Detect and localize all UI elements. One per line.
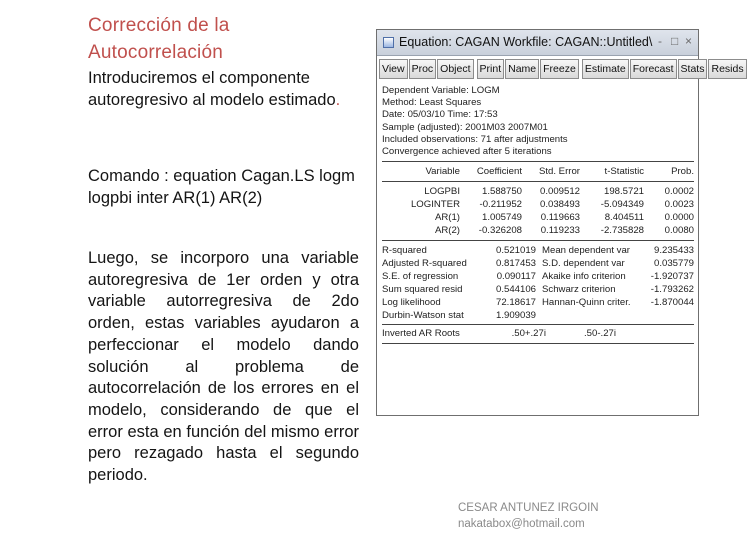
forecast-button[interactable]: Forecast <box>630 59 677 79</box>
table-row <box>382 244 694 257</box>
divider <box>382 324 694 325</box>
stats-button[interactable]: Stats <box>678 59 708 79</box>
output-header-line: Dependent Variable: LOGM <box>382 85 500 96</box>
output-header-line: Included observations: 71 after adjustments <box>382 133 568 145</box>
coefficient-value: -0.326208 <box>478 225 522 237</box>
equation-window-icon <box>383 37 394 48</box>
footer-author: CESAR ANTUNEZ IRGOIN <box>458 502 599 514</box>
coefficient-value: 1.005749 <box>481 212 522 224</box>
coefficient-header-row <box>382 165 694 178</box>
t-statistic-value: 8.404511 <box>604 212 644 224</box>
window-toolbar <box>379 59 748 79</box>
stat-label <box>536 309 648 322</box>
stat-value: 1.909039 <box>495 310 536 322</box>
output-header-line: Date: 05/03/10 Time: 17:53 <box>382 109 498 121</box>
std-error-value: 0.009512 <box>539 186 580 198</box>
divider <box>382 181 694 182</box>
coefficient-table <box>382 165 694 178</box>
divider <box>382 343 694 344</box>
summary-stats-table <box>382 244 694 322</box>
stat-value: 0.817453 <box>495 258 536 270</box>
stat-label: Adjusted R-squared <box>382 258 467 270</box>
close-icon[interactable]: × <box>685 34 693 48</box>
explanation-paragraph: Luego, se incorporo una variable autoregresiva de 1er orden y otra variable autorregresiva de 2do orden, estas variables ayudaron a perfeccionar el modelo dando solución al problema de autocorrelación de los errores en el modelo, considerando de que el error esta en función del mismo error pero rezagado hasta el segundo periodo. <box>88 249 359 485</box>
prob-value: 0.0000 <box>664 212 694 224</box>
window-title: Equation: CAGAN Workfile: CAGAN::Untitled\ <box>399 35 653 49</box>
output-header-line: Sample (adjusted): 2001M03 2007M01 <box>382 121 548 133</box>
eviews-equation-window <box>376 29 744 416</box>
stat-value: 9.235433 <box>653 245 694 257</box>
intro-text: Introduciremos el componente autoregresivo al modelo estimado <box>88 69 336 109</box>
output-header-line: Convergence achieved after 5 iterations <box>382 145 552 157</box>
output-header-line: Method: Least Squares <box>382 97 482 109</box>
std-error-value: 0.038493 <box>539 199 580 211</box>
variable-name: AR(2) <box>434 225 460 237</box>
prob-value: 0.0080 <box>664 225 694 237</box>
intro-period: . <box>335 91 341 109</box>
footer-email: nakatabox@hotmail.com <box>458 518 585 530</box>
t-statistic-value: -2.735828 <box>600 225 644 237</box>
stat-label: Mean dependent var <box>542 245 631 257</box>
col-header-t-statistic: t-Statistic <box>604 166 644 178</box>
slide-title: Corrección de la Autocorrelación <box>88 15 230 63</box>
resids-button[interactable]: Resids <box>708 59 746 79</box>
stat-value: 0.544106 <box>495 284 536 296</box>
table-row <box>382 211 694 224</box>
divider <box>382 240 694 241</box>
maximize-icon[interactable]: □ <box>671 34 679 48</box>
view-button[interactable]: View <box>379 59 408 79</box>
stat-label: S.E. of regression <box>382 271 459 283</box>
stat-label: S.D. dependent var <box>542 258 625 270</box>
roots-label: Inverted AR Roots <box>382 328 460 340</box>
variable-name: AR(1) <box>434 212 460 224</box>
root-value: .50-.27i <box>584 328 616 340</box>
coefficient-rows <box>382 185 694 237</box>
intro-paragraph <box>88 67 363 111</box>
col-header-prob: Prob. <box>671 166 694 178</box>
std-error-value: 0.119663 <box>540 212 580 224</box>
table-row <box>382 257 694 270</box>
stat-label: Sum squared resid <box>382 284 463 296</box>
col-header-coefficient: Coefficient <box>476 166 522 178</box>
estimation-output <box>382 85 694 344</box>
t-statistic-value: -5.094349 <box>600 199 644 211</box>
stat-value: -1.870044 <box>650 297 694 309</box>
table-row <box>382 185 694 198</box>
table-row <box>382 309 694 322</box>
col-header-std-error: Std. Error <box>538 166 580 178</box>
variable-name: LOGINTER <box>410 199 460 211</box>
table-row <box>382 270 694 283</box>
stat-label: Schwarz criterion <box>542 284 616 296</box>
command-paragraph: Comando : equation Cagan.LS logm logpbi inter AR(1) AR(2) <box>88 167 355 207</box>
root-value: .50+.27i <box>511 328 546 340</box>
stat-value: 0.090117 <box>496 271 536 283</box>
freeze-button[interactable]: Freeze <box>540 59 579 79</box>
coefficient-value: 1.588750 <box>481 186 522 198</box>
stat-value <box>648 309 694 322</box>
stat-label: Akaike info criterion <box>542 271 626 283</box>
std-error-value: 0.119233 <box>540 225 580 237</box>
t-statistic-value: 198.5721 <box>603 186 644 198</box>
table-row <box>382 224 694 237</box>
footer-credits <box>458 500 599 532</box>
divider <box>382 161 694 162</box>
minimize-icon[interactable]: - <box>658 34 662 48</box>
proc-button[interactable]: Proc <box>409 59 437 79</box>
table-row <box>382 283 694 296</box>
prob-value: 0.0023 <box>664 199 694 211</box>
stat-value: 72.18617 <box>495 297 536 309</box>
object-button[interactable]: Object <box>437 59 473 79</box>
inverted-ar-roots-row <box>382 327 694 341</box>
window-titlebar[interactable] <box>377 30 698 56</box>
print-button[interactable]: Print <box>477 59 505 79</box>
col-header-variable: Variable <box>425 166 460 178</box>
stat-label: Log likelihood <box>382 297 441 309</box>
prob-value: 0.0002 <box>664 186 694 198</box>
stat-label: Hannan-Quinn criter. <box>542 297 631 309</box>
estimate-button[interactable]: Estimate <box>582 59 629 79</box>
stat-label: R-squared <box>382 245 427 257</box>
variable-name: LOGPBI <box>424 186 460 198</box>
name-button[interactable]: Name <box>505 59 539 79</box>
table-row <box>382 296 694 309</box>
coefficient-value: -0.211952 <box>479 199 522 211</box>
stat-label: Durbin-Watson stat <box>382 310 464 322</box>
stat-value: 0.035779 <box>653 258 694 270</box>
stat-value: 0.521019 <box>495 245 536 257</box>
stat-value: -1.793262 <box>650 284 694 296</box>
table-row <box>382 198 694 211</box>
stat-value: -1.920737 <box>650 271 694 283</box>
